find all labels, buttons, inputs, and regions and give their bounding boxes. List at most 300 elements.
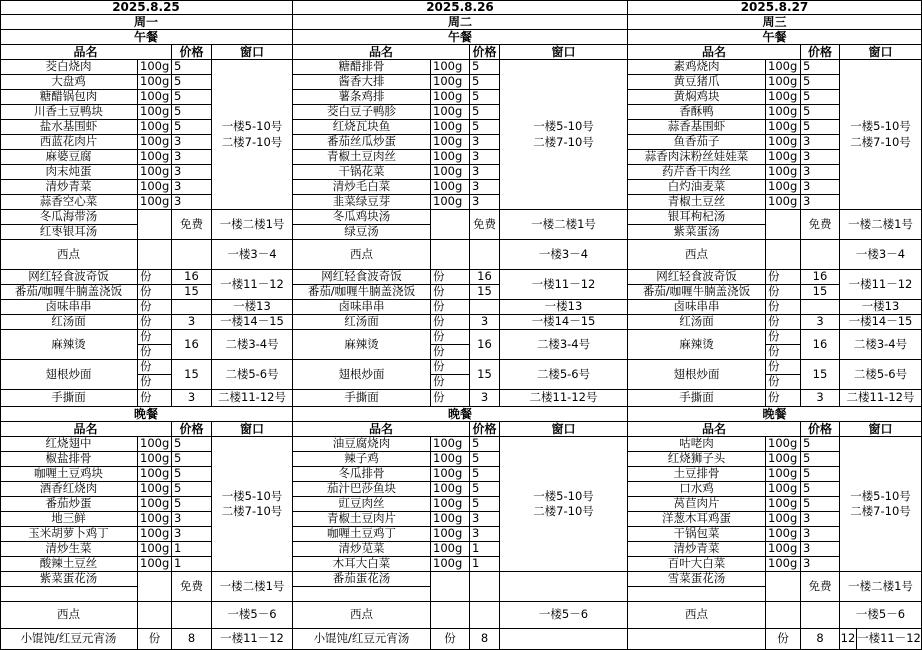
- last-dish-window: 一楼11－12: [212, 629, 293, 650]
- dish-price: 5: [801, 437, 840, 452]
- dish-price: 5: [801, 452, 840, 467]
- dish-name: 薯条鸡排: [293, 90, 431, 105]
- soup-name: 银耳枸杞汤: [628, 210, 766, 225]
- date-header: 2025.8.26: [293, 0, 628, 15]
- dish-price: 5: [470, 452, 500, 467]
- dish-unit: 100g: [766, 75, 801, 90]
- dessert-name: 西点: [628, 602, 766, 629]
- soup-name: 冬瓜海带汤: [0, 210, 138, 225]
- chaomian-unit: 份: [138, 360, 172, 375]
- dish-name: 韭菜绿豆芽: [293, 195, 431, 210]
- dish-unit: 100g: [766, 180, 801, 195]
- dish-price: 5: [801, 60, 840, 75]
- dish-price: 5: [801, 497, 840, 512]
- dish-price: 3: [172, 195, 212, 210]
- dish-unit: 100g: [766, 195, 801, 210]
- dish-price: 5: [172, 60, 212, 75]
- shousi-price: 3: [172, 390, 212, 407]
- dish-name: 蒜香基围虾: [628, 120, 766, 135]
- soup-name: 绿豆汤: [293, 225, 431, 240]
- chaomian-window: 二楼5-6号: [840, 360, 922, 390]
- lunch-window: [212, 60, 293, 210]
- special-price: 15: [172, 285, 212, 300]
- dish-price: 3: [470, 180, 500, 195]
- dish-price: 3: [470, 165, 500, 180]
- mala-window: 二楼3-4号: [212, 330, 293, 360]
- special-name: 网红轻食波奇饭: [0, 270, 138, 285]
- dish-unit: 100g: [138, 497, 172, 512]
- dish-unit: 100g: [766, 120, 801, 135]
- dish-name: 川香土豆鸭块: [0, 105, 138, 120]
- special-price: [470, 300, 500, 315]
- soup-unit-blank: [138, 210, 172, 240]
- soup-name: 紫菜蛋汤: [628, 225, 766, 240]
- dish-name: 黄豆猪爪: [628, 75, 766, 90]
- dessert-unit-blank: [766, 602, 801, 629]
- dessert-name: 西点: [0, 240, 138, 270]
- col-header-name: 品名: [0, 45, 172, 60]
- special-window: 一楼11－12: [212, 270, 293, 300]
- dessert-name: 西点: [293, 602, 431, 629]
- dish-name: 盐水基围虾: [0, 120, 138, 135]
- soup-price: 免费: [801, 572, 840, 602]
- dessert-name: 西点: [0, 602, 138, 629]
- dish-name: 豇豆肉丝: [293, 497, 431, 512]
- dish-unit: 100g: [138, 437, 172, 452]
- dish-price: 3: [172, 180, 212, 195]
- chaomian-unit: 份: [431, 360, 470, 375]
- dish-unit: 100g: [138, 120, 172, 135]
- dinner-title: 晚餐: [0, 407, 293, 422]
- shousi-window: 二楼11-12号: [212, 390, 293, 407]
- dish-name: 莴苣肉片: [628, 497, 766, 512]
- dish-name: 地三鲜: [0, 512, 138, 527]
- dish-unit: 100g: [431, 512, 470, 527]
- dessert-window: 一楼5－6: [840, 602, 922, 629]
- special-unit: 份: [766, 315, 801, 330]
- dessert-price-blank: [172, 602, 212, 629]
- col-header-window: 窗口: [212, 45, 293, 60]
- dish-name: 咖喱土豆鸡丁: [293, 527, 431, 542]
- last-dish-unit: 份: [138, 629, 172, 650]
- lunch-title: 午餐: [293, 30, 628, 45]
- special-window: 一楼11－12: [840, 270, 922, 300]
- col-header-price: 价格: [172, 422, 212, 437]
- dinner-title: 晚餐: [628, 407, 922, 422]
- dish-unit: 100g: [431, 452, 470, 467]
- chaomian-name: 翅根炒面: [628, 360, 766, 390]
- chaomian-unit: 份: [431, 375, 470, 390]
- dish-name: 土豆排骨: [628, 467, 766, 482]
- special-price: 3: [801, 315, 840, 330]
- mala-window: 二楼3-4号: [500, 330, 628, 360]
- dish-name: 素鸡烧肉: [628, 60, 766, 75]
- soup-window: 一楼二楼1号: [500, 210, 628, 240]
- dish-unit: 100g: [138, 452, 172, 467]
- dish-unit: 100g: [766, 467, 801, 482]
- special-window: 一楼13: [212, 300, 293, 315]
- dish-price: 3: [172, 135, 212, 150]
- special-unit: 份: [431, 270, 470, 285]
- dish-price: 5: [172, 452, 212, 467]
- dish-unit: 100g: [138, 542, 172, 557]
- special-window: 一楼11－12: [500, 270, 628, 300]
- dish-price: 5: [801, 105, 840, 120]
- dish-unit: 100g: [431, 150, 470, 165]
- dish-unit: 100g: [431, 90, 470, 105]
- shousi-price: 3: [470, 390, 500, 407]
- dish-price: 5: [801, 90, 840, 105]
- dessert-price-blank: [470, 240, 500, 270]
- last-dish-name: [628, 629, 766, 650]
- mala-name: 麻辣烫: [628, 330, 766, 360]
- dish-price: 5: [172, 497, 212, 512]
- dish-price: 3: [801, 165, 840, 180]
- dish-unit: 100g: [431, 497, 470, 512]
- last-dish-name: 小馄饨/红豆元宵汤: [0, 629, 138, 650]
- col-header-window: 窗口: [840, 45, 922, 60]
- special-name: 红汤面: [293, 315, 431, 330]
- dish-name: 玉米胡萝卜鸡丁: [0, 527, 138, 542]
- shousi-name: 手撕面: [628, 390, 766, 407]
- dish-unit: 100g: [138, 512, 172, 527]
- special-unit: 份: [431, 285, 470, 300]
- dessert-window: 一楼3－4: [212, 240, 293, 270]
- chaomian-price: 15: [801, 360, 840, 390]
- dinner-title: 晚餐: [293, 407, 628, 422]
- soup-name: 番茄蛋花汤: [293, 572, 431, 587]
- special-name: 番茄/咖喱牛腩盖浇饭: [628, 285, 766, 300]
- dish-price: 3: [801, 150, 840, 165]
- dish-price: 5: [172, 467, 212, 482]
- dish-price: 3: [801, 135, 840, 150]
- lunch-window: [840, 60, 922, 210]
- dish-unit: 100g: [431, 180, 470, 195]
- chaomian-price: 15: [172, 360, 212, 390]
- special-name: 网红轻食波奇饭: [628, 270, 766, 285]
- soup-unit-blank: [766, 210, 801, 240]
- dish-price: 3: [172, 150, 212, 165]
- lunch-title: 午餐: [628, 30, 922, 45]
- soup-window: 一楼二楼1号: [840, 572, 922, 602]
- special-name: 网红轻食波奇饭: [293, 270, 431, 285]
- dish-name: 黄焖鸡块: [628, 90, 766, 105]
- soup-window: 一楼二楼1号: [840, 210, 922, 240]
- dish-unit: 100g: [766, 527, 801, 542]
- mala-window: 二楼3-4号: [840, 330, 922, 360]
- dish-name: 清炒青菜: [0, 180, 138, 195]
- dish-name: 鱼香茄子: [628, 135, 766, 150]
- col-header-name: 品名: [0, 422, 172, 437]
- shousi-unit: 份: [766, 390, 801, 407]
- last-dish-unit: 份: [766, 629, 801, 650]
- dish-name: 木耳大白菜: [293, 557, 431, 572]
- dish-unit: 100g: [431, 557, 470, 572]
- special-price: 16: [801, 270, 840, 285]
- dish-unit: 100g: [766, 497, 801, 512]
- dish-unit: 100g: [431, 467, 470, 482]
- chaomian-unit: 份: [138, 375, 172, 390]
- dish-name: 白灼油麦菜: [628, 180, 766, 195]
- special-window: 一楼14－15: [500, 315, 628, 330]
- dish-price: 5: [470, 60, 500, 75]
- dinner-window-line-0: 一楼5-10号: [221, 488, 283, 503]
- special-unit: 份: [431, 300, 470, 315]
- dish-unit: 100g: [138, 150, 172, 165]
- dinner-window: [500, 437, 628, 572]
- col-header-window: 窗口: [212, 422, 293, 437]
- special-price: 3: [172, 315, 212, 330]
- col-header-window: 窗口: [500, 45, 628, 60]
- soup-price: 免费: [172, 210, 212, 240]
- col-header-name: 品名: [628, 45, 801, 60]
- soup-window: [500, 572, 628, 602]
- soup-price: 免费: [470, 210, 500, 240]
- dish-unit: 100g: [766, 557, 801, 572]
- dish-unit: 100g: [138, 467, 172, 482]
- special-unit: 份: [138, 270, 172, 285]
- dish-price: 5: [470, 75, 500, 90]
- dinner-window-line-1: 二楼7-10号: [850, 504, 911, 518]
- dish-unit: 100g: [766, 150, 801, 165]
- dish-unit: 100g: [766, 135, 801, 150]
- lunch-window: [500, 60, 628, 210]
- dish-unit: 100g: [138, 135, 172, 150]
- special-price: 15: [801, 285, 840, 300]
- special-name: 番茄/咖喱牛腩盖浇饭: [293, 285, 431, 300]
- dessert-price-blank: [801, 240, 840, 270]
- dish-unit: 100g: [431, 542, 470, 557]
- soup-window: 一楼二楼1号: [212, 572, 293, 602]
- col-header-name: 品名: [293, 422, 470, 437]
- dish-unit: 100g: [138, 482, 172, 497]
- lunch-title: 午餐: [0, 30, 293, 45]
- dish-unit: 100g: [431, 120, 470, 135]
- dish-name: 香酥鸭: [628, 105, 766, 120]
- dish-unit: 100g: [431, 135, 470, 150]
- dinner-window: [212, 437, 293, 572]
- dish-unit: 100g: [138, 557, 172, 572]
- col-header-window: 窗口: [840, 422, 922, 437]
- dish-name: 清炒生菜: [0, 542, 138, 557]
- dinner-window: [840, 437, 922, 572]
- dish-name: 蒜香肉沫粉丝娃娃菜: [628, 150, 766, 165]
- dish-unit: 100g: [766, 452, 801, 467]
- last-dish-window: 一楼11－12: [857, 629, 922, 650]
- dinner-window-line-1: 二楼7-10号: [533, 504, 594, 518]
- dish-name: 糖醋锅包肉: [0, 90, 138, 105]
- date-header: 2025.8.25: [0, 0, 293, 15]
- col-header-window: 窗口: [500, 422, 628, 437]
- dish-price: 3: [801, 557, 840, 572]
- last-dish-unit: 份: [431, 629, 470, 650]
- dish-price: 1: [172, 557, 212, 572]
- dish-name: 茭白烧肉: [0, 60, 138, 75]
- chaomian-window: 二楼5-6号: [212, 360, 293, 390]
- dessert-window: 一楼3－4: [500, 240, 628, 270]
- dish-price: 3: [470, 135, 500, 150]
- mala-unit: 份: [431, 330, 470, 345]
- dish-price: 3: [470, 150, 500, 165]
- dish-price: 5: [801, 467, 840, 482]
- dish-unit: 100g: [431, 165, 470, 180]
- dish-name: 口水鸡: [628, 482, 766, 497]
- dish-unit: 100g: [138, 165, 172, 180]
- date-header: 2025.8.27: [628, 0, 922, 15]
- dish-price: 5: [470, 437, 500, 452]
- dish-price: 5: [470, 467, 500, 482]
- dish-name: 咕咾肉: [628, 437, 766, 452]
- dish-name: 酸辣土豆丝: [0, 557, 138, 572]
- dish-unit: 100g: [431, 60, 470, 75]
- soup-price: [470, 572, 500, 602]
- dish-price: 5: [470, 120, 500, 135]
- weekday-header: 周二: [293, 15, 628, 30]
- dish-unit: 100g: [766, 90, 801, 105]
- dish-unit: 100g: [431, 437, 470, 452]
- mala-unit: 份: [431, 345, 470, 360]
- dish-unit: 100g: [138, 180, 172, 195]
- dish-price: 3: [470, 195, 500, 210]
- dinner-window-line-0: 一楼5-10号: [533, 488, 594, 503]
- dish-price: 3: [801, 180, 840, 195]
- special-price: 16: [172, 270, 212, 285]
- dish-unit: 100g: [431, 482, 470, 497]
- dish-unit: 100g: [431, 105, 470, 120]
- dish-price: 3: [172, 512, 212, 527]
- dish-unit: 100g: [138, 195, 172, 210]
- special-price: [172, 300, 212, 315]
- dish-price: 5: [172, 120, 212, 135]
- shousi-unit: 份: [431, 390, 470, 407]
- soup-unit-blank: [766, 572, 801, 602]
- special-name: 番茄/咖喱牛腩盖浇饭: [0, 285, 138, 300]
- special-unit: 份: [766, 300, 801, 315]
- dish-unit: 100g: [766, 165, 801, 180]
- soup-price: 免费: [172, 572, 212, 602]
- col-header-price: 价格: [470, 422, 500, 437]
- dish-price: 5: [470, 497, 500, 512]
- mala-unit: 份: [766, 330, 801, 345]
- dish-name: 清炒苋菜: [293, 542, 431, 557]
- dish-unit: 100g: [766, 512, 801, 527]
- dish-name: 茄汁巴莎鱼块: [293, 482, 431, 497]
- special-name: 红汤面: [628, 315, 766, 330]
- col-header-price: 价格: [801, 422, 840, 437]
- dish-name: 大盘鸡: [0, 75, 138, 90]
- soup-unit-blank: [431, 210, 470, 240]
- soup-name: 紫菜蛋花汤: [0, 572, 138, 587]
- shousi-unit: 份: [138, 390, 172, 407]
- dish-price: 5: [172, 482, 212, 497]
- dish-name: 麻婆豆腐: [0, 150, 138, 165]
- soup-blank: [628, 587, 766, 602]
- lunch-window-line-0: 一楼5-10号: [533, 119, 594, 133]
- dish-unit: 100g: [138, 90, 172, 105]
- special-unit: 份: [138, 300, 172, 315]
- soup-blank: [0, 587, 138, 602]
- dish-name: 油豆腐烧肉: [293, 437, 431, 452]
- special-name: 卤味串串: [0, 300, 138, 315]
- dessert-window: 一楼3－4: [840, 240, 922, 270]
- shousi-window: 二楼11-12号: [840, 390, 922, 407]
- dish-price: 5: [801, 75, 840, 90]
- dinner-window-line-1: 二楼7-10号: [221, 504, 283, 518]
- shousi-window: 二楼11-12号: [500, 390, 628, 407]
- special-window: 一楼13: [840, 300, 922, 315]
- dish-price: 5: [172, 75, 212, 90]
- dessert-price-blank: [801, 602, 840, 629]
- chaomian-unit: 份: [766, 360, 801, 375]
- special-unit: 份: [431, 315, 470, 330]
- chaomian-name: 翅根炒面: [293, 360, 431, 390]
- lunch-window-line-0: 一楼5-10号: [221, 119, 283, 133]
- dish-name: 冬瓜排骨: [293, 467, 431, 482]
- special-name: 卤味串串: [628, 300, 766, 315]
- dish-unit: 100g: [766, 60, 801, 75]
- dish-price: 3: [470, 512, 500, 527]
- weekday-header: 周一: [0, 15, 293, 30]
- dish-name: 茭白豆子鸭胗: [293, 105, 431, 120]
- dish-name: 清炒青菜: [628, 542, 766, 557]
- last-dish-name: 小馄饨/红豆元宵汤: [293, 629, 431, 650]
- special-window: 一楼14－15: [840, 315, 922, 330]
- dish-unit: 100g: [138, 105, 172, 120]
- dessert-unit-blank: [766, 240, 801, 270]
- mala-name: 麻辣烫: [293, 330, 431, 360]
- special-window: 一楼14－15: [212, 315, 293, 330]
- dish-price: 3: [801, 512, 840, 527]
- dish-name: 咖喱土豆鸡块: [0, 467, 138, 482]
- dish-unit: 100g: [431, 527, 470, 542]
- dessert-window: 一楼5－6: [500, 602, 628, 629]
- special-unit: 份: [766, 285, 801, 300]
- last-dish-price: 8: [470, 629, 500, 650]
- soup-name: 冬瓜鸡块汤: [293, 210, 431, 225]
- soup-unit-blank: [431, 572, 470, 602]
- mala-price: 16: [801, 330, 840, 360]
- dessert-unit-blank: [431, 602, 470, 629]
- dish-unit: 100g: [431, 195, 470, 210]
- dish-price: 5: [470, 90, 500, 105]
- dish-name: 辣子鸡: [293, 452, 431, 467]
- dish-name: 肉末炖蛋: [0, 165, 138, 180]
- last-dish-extra: 12: [840, 629, 857, 650]
- soup-name: 雪菜蛋花汤: [628, 572, 766, 587]
- dish-name: 蒜香空心菜: [0, 195, 138, 210]
- dish-price: 1: [172, 542, 212, 557]
- special-price: 3: [470, 315, 500, 330]
- dish-price: 3: [801, 527, 840, 542]
- col-header-name: 品名: [628, 422, 801, 437]
- soup-blank: [293, 587, 431, 602]
- mala-unit: 份: [138, 330, 172, 345]
- dish-name: 洋葱木耳鸡蛋: [628, 512, 766, 527]
- dish-unit: 100g: [766, 437, 801, 452]
- shousi-name: 手撕面: [293, 390, 431, 407]
- mala-name: 麻辣烫: [0, 330, 138, 360]
- soup-price: 免费: [801, 210, 840, 240]
- dish-price: 5: [172, 437, 212, 452]
- mala-price: 16: [172, 330, 212, 360]
- lunch-window-line-0: 一楼5-10号: [850, 119, 911, 133]
- dish-price: 5: [801, 482, 840, 497]
- mala-unit: 份: [766, 345, 801, 360]
- chaomian-name: 翅根炒面: [0, 360, 138, 390]
- chaomian-price: 15: [470, 360, 500, 390]
- lunch-window-line-1: 二楼7-10号: [533, 134, 594, 149]
- dish-unit: 100g: [138, 527, 172, 542]
